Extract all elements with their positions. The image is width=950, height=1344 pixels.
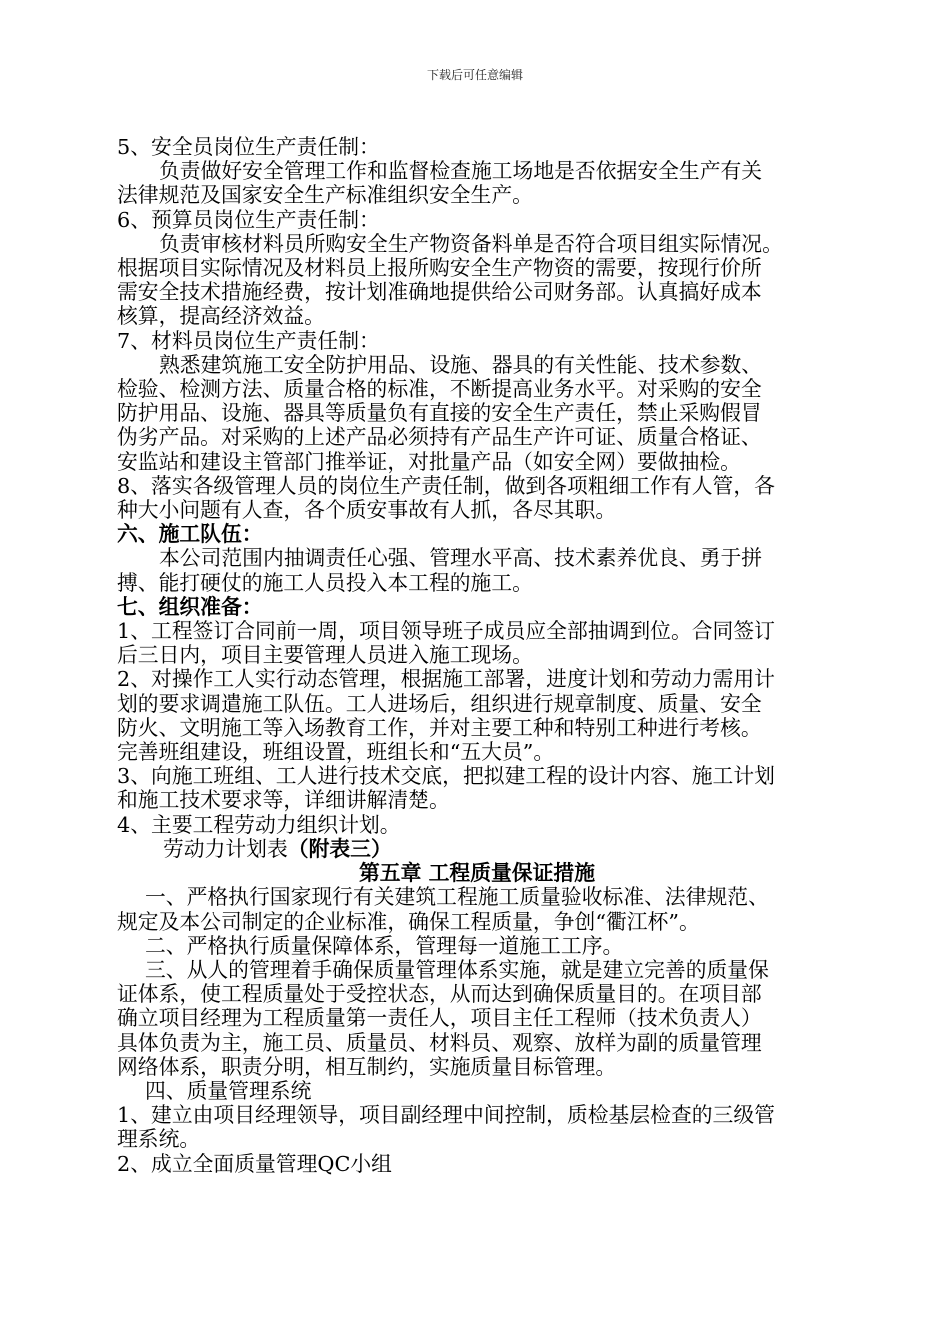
paragraph: 7、材料员岗位生产责任制： xyxy=(117,328,380,353)
paragraph: 检验、检测方法、质量合格的标准，不断提高业务水平。对采购的安全 xyxy=(117,377,762,402)
paragraph: 法律规范及国家安全生产标准组织安全生产。 xyxy=(117,183,533,208)
paragraph: 4、主要工程劳动力组织计划。 xyxy=(117,812,401,837)
section-heading: 六、施工队伍： xyxy=(117,521,263,547)
paragraph: 一、严格执行国家现行有关建筑工程施工质量验收标准、法律规范、 xyxy=(145,885,769,910)
paragraph: 6、预算员岗位生产责任制： xyxy=(117,207,380,232)
paragraph: 搏、能打硬仗的施工人员投入本工程的施工。 xyxy=(117,570,533,595)
paragraph: 种大小问题有人查，各个质安事故有人抓，各尽其职。 xyxy=(117,498,617,523)
paragraph: 2、成立全面质量管理QC小组 xyxy=(117,1151,392,1176)
paragraph: 需安全技术措施经费，按计划准确地提供给公司财务部。认真搞好成本 xyxy=(117,280,762,305)
paragraph: 划的要求调遣施工队伍。工人进场后，组织进行规章制度、质量、安全 xyxy=(117,691,762,716)
paragraph: 确立项目经理为工程质量第一责任人，项目主任工程师（技术负责人） xyxy=(117,1006,762,1031)
paragraph: 具体负责为主，施工员、质量员、材料员、观察、放样为副的质量管理 xyxy=(117,1030,762,1055)
paragraph: 1、建立由项目经理领导，项目副经理中间控制，质检基层检查的三级管 xyxy=(117,1103,775,1128)
paragraph: 3、向施工班组、工人进行技术交底，把拟建工程的设计内容、施工计划 xyxy=(117,764,775,789)
paragraph: 理系统。 xyxy=(117,1127,201,1152)
paragraph: 四、质量管理系统 xyxy=(145,1078,312,1103)
paragraph: 安监站和建设主管部门推举证，对批量产品（如安全网）要做抽检。 xyxy=(117,449,741,474)
paragraph: 证体系，使工程质量处于受控状态，从而达到确保质量目的。在项目部 xyxy=(117,982,762,1007)
paragraph: 核算，提高经济效益。 xyxy=(117,304,325,329)
paragraph: 伪劣产品。对采购的上述产品必须持有产品生产许可证、质量合格证、 xyxy=(117,425,762,450)
paragraph: 1、工程签订合同前一周，项目领导班子成员应全部抽调到位。合同签订 xyxy=(117,619,775,644)
paragraph: 本公司范围内抽调责任心强、管理水平高、技术素养优良、勇于拼 xyxy=(159,546,763,571)
paragraph: 8、落实各级管理人员的岗位生产责任制，做到各项粗细工作有人管，各 xyxy=(117,473,775,498)
paragraph: 三、从人的管理着手确保质量管理体系实施，就是建立完善的质量保 xyxy=(145,957,769,982)
table-caption xyxy=(117,837,837,861)
paragraph: 负责做好安全管理工作和监督检查施工场地是否依据安全生产有关 xyxy=(159,159,763,184)
paragraph: 规定及本公司制定的企业标准，确保工程质量，争创“衢江杯”。 xyxy=(117,909,700,934)
paragraph: 和施工技术要求等，详细讲解清楚。 xyxy=(117,788,450,813)
paragraph: 完善班组建设，班组设置，班组长和“五大员”。 xyxy=(117,740,555,765)
page-header: 下载后可任意编辑 xyxy=(426,68,523,82)
paragraph: 2、对操作工人实行动态管理，根据施工部署，进度计划和劳动力需用计 xyxy=(117,667,775,692)
paragraph: 后三日内，项目主要管理人员进入施工现场。 xyxy=(117,643,533,668)
paragraph: 二、严格执行质量保障体系，管理每一道施工工序。 xyxy=(145,933,624,958)
caption-text: 劳动力计划表 xyxy=(163,836,288,861)
paragraph: 5、安全员岗位生产责任制： xyxy=(117,135,380,159)
section-heading: 七、组织准备： xyxy=(117,593,263,619)
paragraph: 防护用品、设施、器具等质量负有直接的安全生产责任，禁止采购假冒 xyxy=(117,401,762,426)
paragraph: 根据项目实际情况及材料员上报所购安全生产物资的需要，按现行价所 xyxy=(117,256,762,281)
paragraph: 负责审核材料员所购安全生产物资备料单是否符合项目组实际情况。 xyxy=(159,231,783,256)
appendix-ref: （附表三） xyxy=(287,835,392,861)
paragraph: 熟悉建筑施工安全防护用品、设施、器具的有关性能、技术参数、 xyxy=(159,352,763,377)
paragraph: 网络体系，职责分明，相互制约，实施质量目标管理。 xyxy=(117,1054,617,1079)
document-body xyxy=(117,135,837,1176)
chapter-title: 第五章 工程质量保证措施 xyxy=(358,860,595,886)
paragraph: 防火、文明施工等入场教育工作，并对主要工种和特别工种进行考核。 xyxy=(117,715,762,740)
